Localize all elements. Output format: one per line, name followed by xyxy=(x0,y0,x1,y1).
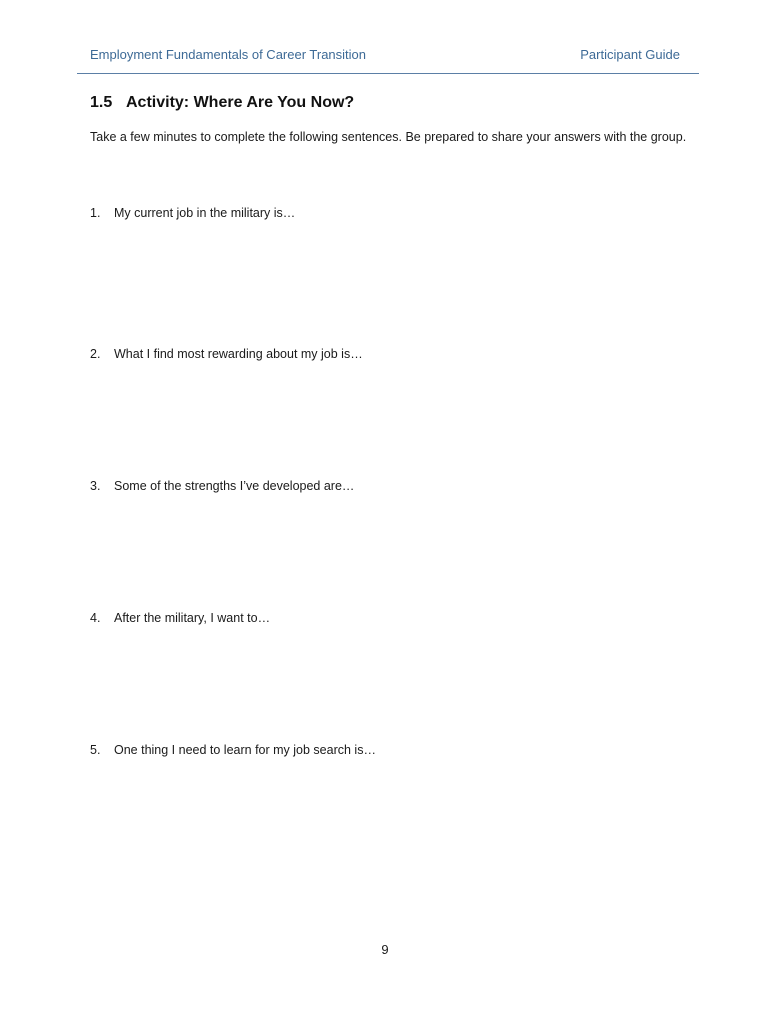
prompt-text: One thing I need to learn for my job search is… xyxy=(114,743,376,757)
prompt-text: My current job in the military is… xyxy=(114,206,296,220)
prompt-item xyxy=(90,479,354,493)
section-title: Activity: Where Are You Now? xyxy=(126,94,355,111)
header-course-title: Employment Fundamentals of Career Transition xyxy=(90,47,367,62)
header-guide-label: Participant Guide xyxy=(580,47,680,62)
prompt-text: After the military, I want to… xyxy=(114,611,271,625)
prompt-number: 3. xyxy=(90,479,101,493)
prompt-number: 1. xyxy=(90,206,101,220)
intro-paragraph: Take a few minutes to complete the following sentences. Be prepared to share your answers with the group. xyxy=(90,130,687,144)
section-heading xyxy=(90,94,354,112)
prompt-text: What I find most rewarding about my job is… xyxy=(114,347,363,361)
prompt-item xyxy=(90,347,363,361)
prompt-number: 4. xyxy=(90,611,101,625)
prompt-item xyxy=(90,611,270,625)
running-header xyxy=(77,46,699,74)
prompt-number: 5. xyxy=(90,743,101,757)
prompt-text: Some of the strengths I’ve developed are… xyxy=(114,479,355,493)
section-number: 1.5 xyxy=(90,94,113,111)
prompt-number: 2. xyxy=(90,347,101,361)
prompt-item xyxy=(90,206,295,220)
page-number: 9 xyxy=(381,942,389,957)
prompt-item xyxy=(90,743,376,757)
